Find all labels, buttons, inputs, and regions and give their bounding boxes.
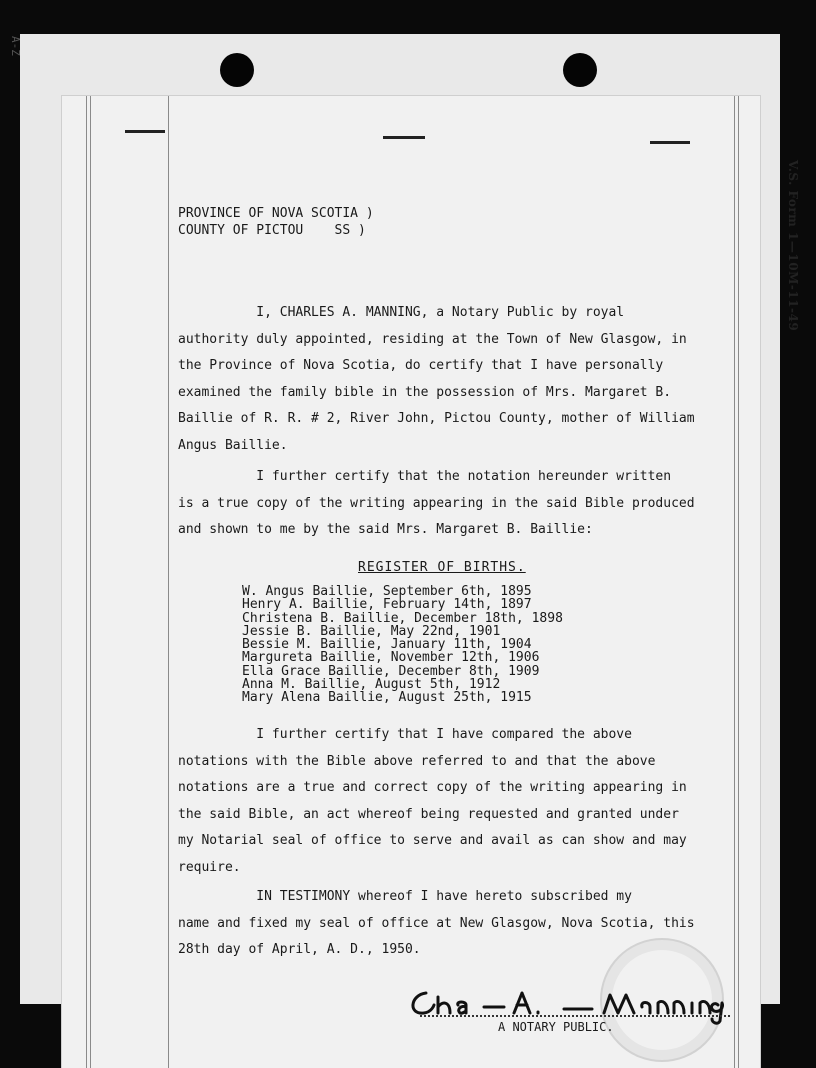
margin-rule [90,96,91,1068]
text-line: my Notarial seal of office to serve and avail as can show and may [178,833,687,849]
birth-entry: Anna M. Baillie, August 5th, 1912 [242,677,501,693]
text-line: the Province of Nova Scotia, do certify that I have personally [178,358,664,374]
paragraph-testimony [178,884,695,964]
birth-entry: Ella Grace Baillie, December 8th, 1909 [242,663,540,679]
text-line: 28th day of April, A. D., 1950. [178,942,421,958]
text-line: authority duly appointed, residing at the Town of New Glasgow, in [178,331,687,347]
text-line: and shown to me by the said Mrs. Margaret B. Baillie: [178,522,593,538]
text-line: is a true copy of the writing appearing in the said Bible produced [178,495,695,511]
birth-entry: Christena B. Baillie, December 18th, 1898 [242,610,563,626]
margin-note: A-Z [9,36,22,56]
paragraph-true-copy [178,464,695,544]
birth-entry: Jessie B. Baillie, May 22nd, 1901 [242,623,501,639]
text-line: IN TESTIMONY whereof I have hereto subscribed my [178,889,632,904]
form-number: V.S. Form 1—10M-11-49 [786,160,800,332]
margin-rule [734,96,735,1068]
text-line: the said Bible, an act whereof being requested and granted under [178,806,679,822]
birth-entry: Henry A. Baillie, February 14th, 1897 [242,597,532,613]
paragraph-comparison [178,722,687,882]
notary-label: A NOTARY PUBLIC. [498,1020,614,1034]
notary-signature [404,985,734,1025]
text-line: I further certify that I have compared the above [178,727,632,742]
text-line: examined the family bible in the possession of Mrs. Margaret B. [178,384,672,400]
text-line: notations are a true and correct copy of the writing appearing in [178,780,687,796]
text-line: I, CHARLES A. MANNING, a Notary Public by royal [178,305,625,320]
staple-mark [125,130,165,133]
text-line: notations with the Bible above referred to and that the above [178,753,656,769]
header-line: COUNTY OF PICTOU SS ) [178,223,366,238]
jurisdiction-header [178,205,374,239]
birth-entry: Bessie M. Baillie, January 11th, 1904 [242,637,532,653]
text-line: name and fixed my seal of office at New Glasgow, Nova Scotia, this [178,915,695,931]
staple-mark [383,136,425,139]
paragraph-notary-statement [178,300,695,460]
margin-rule [168,96,169,1068]
births-list [242,585,563,705]
header-line: PROVINCE OF NOVA SCOTIA ) [178,206,374,221]
margin-rule [86,96,87,1068]
punch-hole-right [563,53,597,87]
text-line: Baillie of R. R. # 2, River John, Pictou County, mother of William [178,411,695,427]
birth-entry: Margureta Baillie, November 12th, 1906 [242,650,540,666]
punch-hole-left [220,53,254,87]
signature-line [420,1015,730,1017]
text-line: Angus Baillie. [178,437,288,453]
text-line: require. [178,859,241,875]
staple-mark [650,141,690,144]
register-heading: REGISTER OF BIRTHS. [358,560,526,575]
birth-entry: W. Angus Baillie, September 6th, 1895 [242,584,532,599]
margin-rule [738,96,739,1068]
text-line: I further certify that the notation hereunder written [178,469,672,484]
birth-entry: Mary Alena Baillie, August 25th, 1915 [242,690,532,706]
